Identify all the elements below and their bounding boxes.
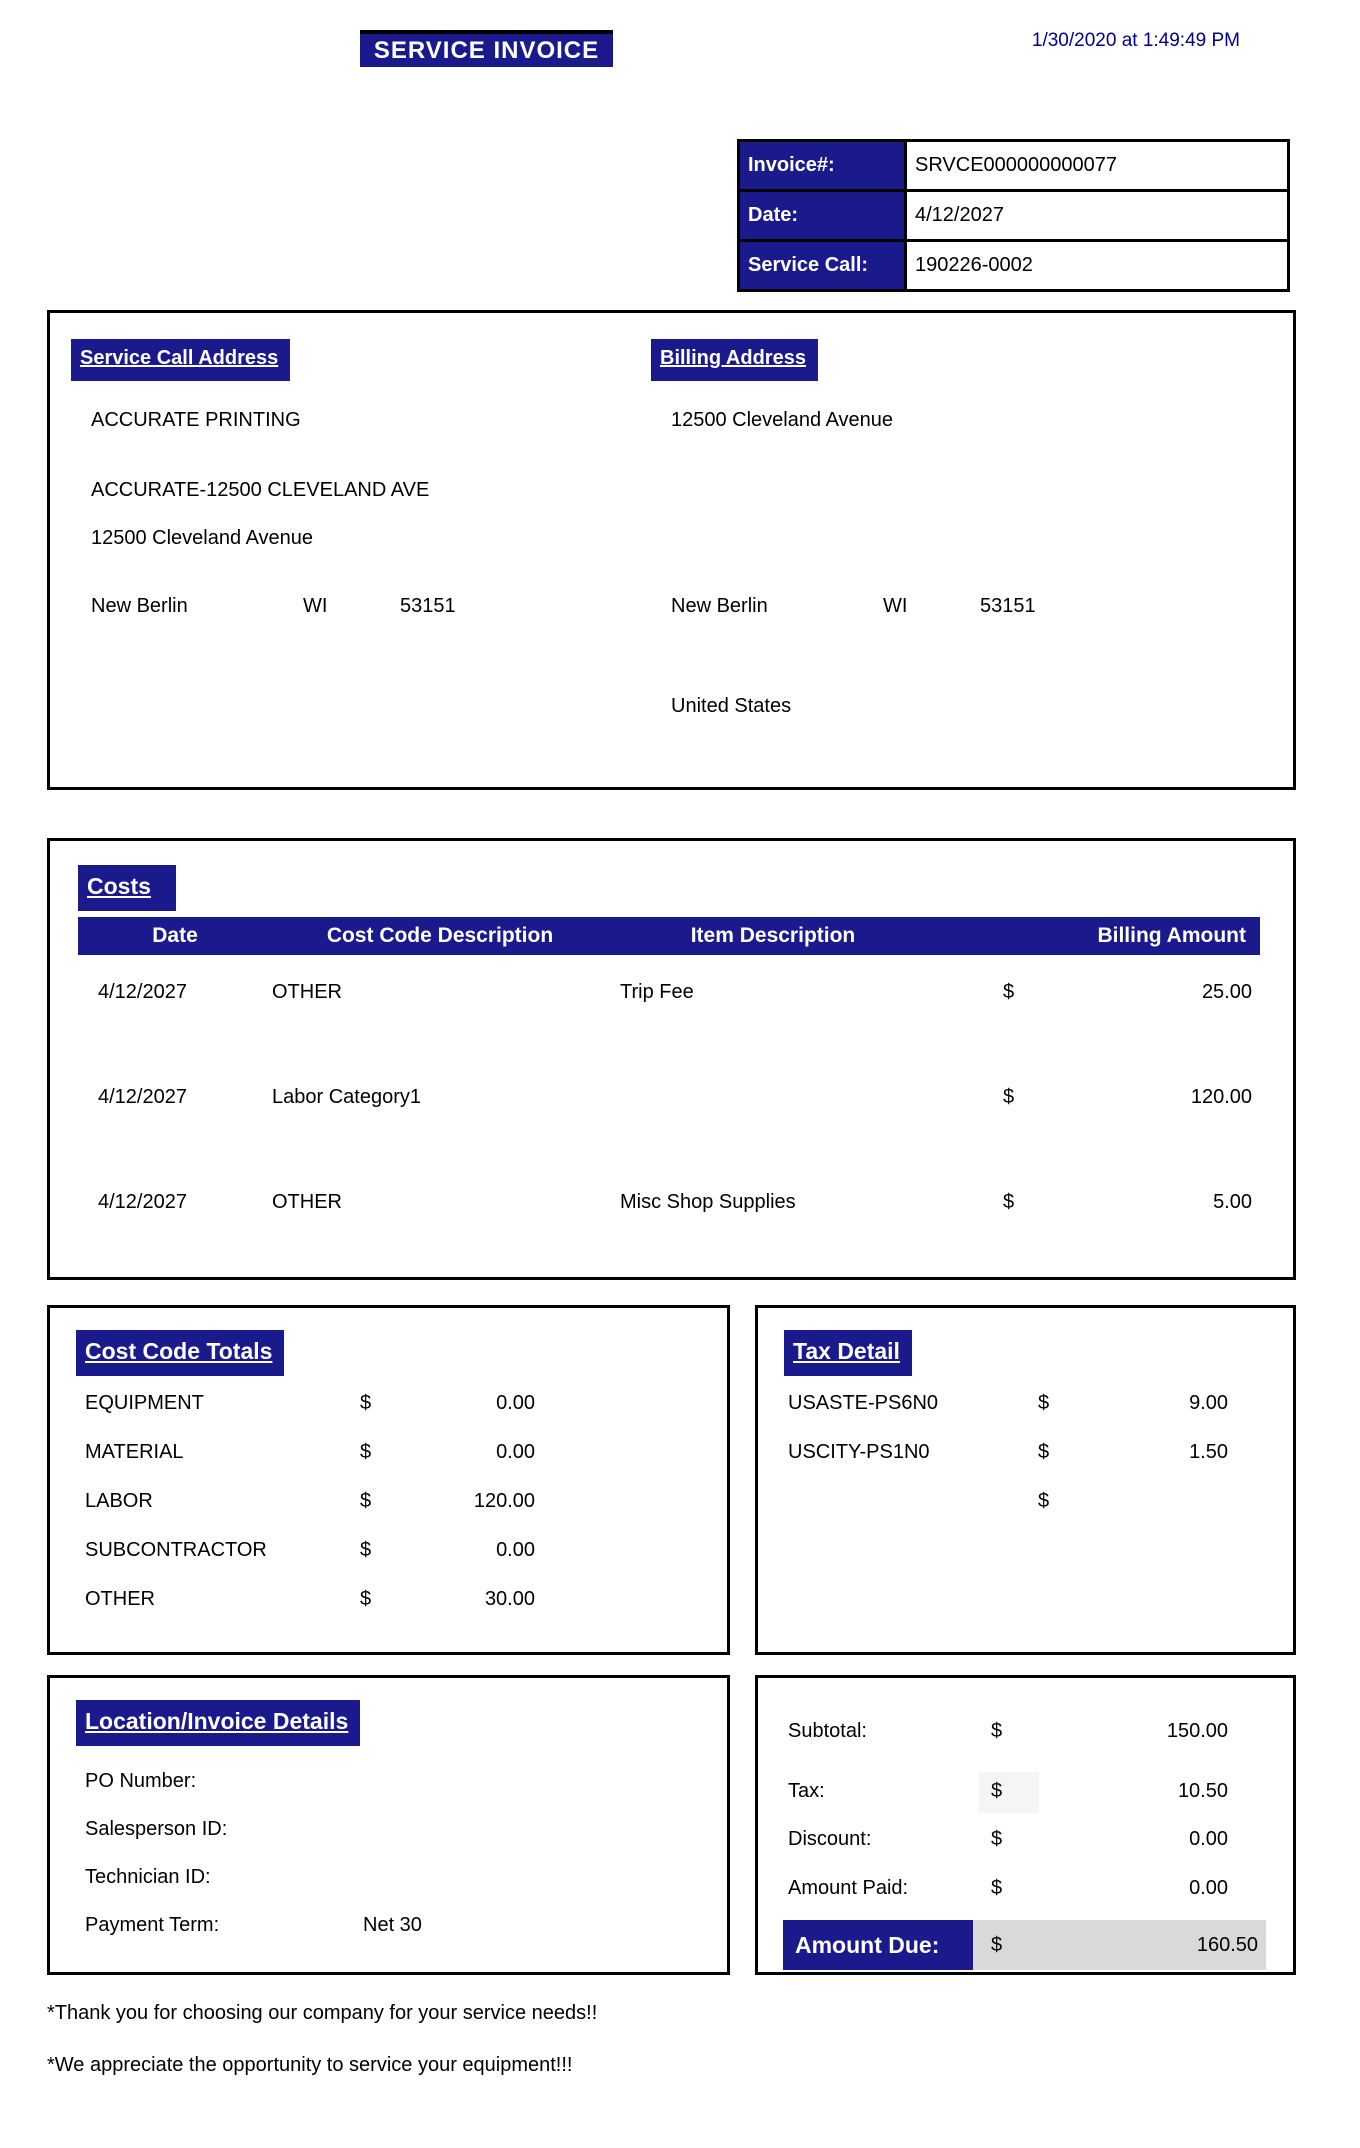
tax-code-label: USASTE-PS6N0 [788, 1392, 939, 1414]
table-row [788, 1877, 1228, 1900]
billing-state: WI [883, 595, 908, 617]
salesperson-id-value [363, 1818, 645, 1866]
table-row [739, 241, 1289, 291]
table-row [739, 191, 1289, 241]
cost-code-label: EQUIPMENT [85, 1392, 204, 1414]
currency-symbol: $ [1003, 1191, 1015, 1213]
po-number-value [363, 1770, 645, 1818]
costs-heading: Costs [78, 865, 176, 911]
billing-amount: 25.00 [1201, 981, 1252, 1003]
table-row [788, 1392, 1228, 1441]
cost-code-description: Labor Category1 [272, 1086, 421, 1108]
cost-code-label: MATERIAL [85, 1441, 184, 1463]
table-row [788, 1490, 1228, 1539]
currency-symbol: $ [1038, 1392, 1050, 1414]
billing-city-state-zip [671, 595, 1091, 618]
billing-city: New Berlin [671, 595, 768, 617]
discount-label: Discount: [788, 1828, 872, 1850]
tax-detail-heading: Tax Detail [784, 1330, 912, 1376]
table-row [788, 1441, 1228, 1490]
table-row [85, 1392, 535, 1441]
cost-code-label: LABOR [85, 1490, 153, 1512]
costs-section [47, 838, 1296, 1280]
tax-amount: 9.00 [1189, 1392, 1228, 1414]
po-number-label: PO Number: [85, 1770, 197, 1792]
table-row [85, 1441, 535, 1490]
footer-note-appreciation: *We appreciate the opportunity to service your equipment!!! [47, 2054, 573, 2076]
payment-term-value: Net 30 [363, 1914, 422, 1936]
table-row [85, 1770, 645, 1818]
billing-country: United States [671, 695, 792, 717]
table-row [788, 1720, 1228, 1743]
billing-address-heading: Billing Address [651, 339, 818, 381]
amount-paid-amount: 0.00 [1189, 1877, 1228, 1899]
cost-code-amount: 0.00 [496, 1392, 535, 1414]
tax-label: Tax: [788, 1780, 825, 1802]
payment-term-label: Payment Term: [85, 1914, 220, 1936]
invoice-info-table [737, 139, 1290, 292]
subtotal-label: Subtotal: [788, 1720, 867, 1742]
table-row [788, 1828, 1228, 1851]
cost-code-totals-rows [85, 1392, 535, 1637]
location-invoice-details-section [47, 1675, 730, 1975]
service-call-value: 190226-0002 [906, 241, 1289, 291]
table-row [85, 1914, 645, 1962]
cost-code-totals-heading: Cost Code Totals [76, 1330, 284, 1376]
cost-code-description: OTHER [272, 1191, 342, 1213]
service-call-label: Service Call: [739, 241, 906, 291]
cost-code-totals-section [47, 1305, 730, 1655]
page-title: SERVICE INVOICE [360, 30, 613, 67]
currency-symbol: $ [979, 1772, 1039, 1813]
tax-amount [1098, 1490, 1228, 1539]
technician-id-value [363, 1866, 645, 1914]
footer-note-thank-you: *Thank you for choosing our company for your service needs!! [47, 2002, 598, 2024]
costs-column-headers [78, 917, 1260, 955]
currency-symbol: $ [991, 1877, 1003, 1899]
billing-amount: 5.00 [1213, 1191, 1252, 1213]
location-invoice-details-heading: Location/Invoice Details [76, 1700, 360, 1746]
cost-code-amount: 30.00 [484, 1588, 535, 1610]
column-header-billing-amount: Billing Amount [1097, 924, 1246, 947]
cost-code-amount: 0.00 [496, 1441, 535, 1463]
service-call-location-name: ACCURATE-12500 CLEVELAND AVE [91, 479, 430, 501]
table-row [85, 1818, 645, 1866]
invoice-totals-section [755, 1675, 1296, 1975]
table-row [85, 1490, 535, 1539]
cost-item-description: Misc Shop Supplies [620, 1191, 796, 1213]
addresses-section [47, 310, 1296, 790]
table-row [85, 1588, 535, 1637]
service-call-state: WI [303, 595, 328, 617]
currency-symbol: $ [1003, 981, 1015, 1003]
totals-rows [788, 1720, 1228, 1900]
currency-symbol: $ [360, 1588, 372, 1610]
billing-amount: 120.00 [1190, 1086, 1252, 1108]
invoice-number-label: Invoice#: [739, 141, 906, 191]
amount-due-label: Amount Due: [783, 1920, 973, 1970]
currency-symbol: $ [1038, 1490, 1050, 1512]
table-row [739, 141, 1289, 191]
currency-symbol: $ [1038, 1441, 1050, 1463]
tax-total-amount: 10.50 [1177, 1780, 1228, 1802]
location-details-rows [85, 1770, 645, 1962]
subtotal-amount: 150.00 [1166, 1720, 1228, 1742]
cost-code-amount: 120.00 [473, 1490, 535, 1512]
tax-code-label [788, 1490, 1038, 1539]
table-row [78, 1086, 1260, 1109]
service-call-address-heading: Service Call Address [71, 339, 290, 381]
print-timestamp: 1/30/2020 at 1:49:49 PM [1031, 30, 1240, 51]
column-header-date: Date [152, 924, 198, 947]
service-call-customer-name: ACCURATE PRINTING [91, 409, 301, 431]
invoice-date-value: 4/12/2027 [906, 191, 1289, 241]
table-row [85, 1539, 535, 1588]
table-row [78, 981, 1260, 1004]
billing-zip: 53151 [980, 595, 1036, 617]
invoice-date-label: Date: [739, 191, 906, 241]
amount-paid-label: Amount Paid: [788, 1877, 909, 1899]
column-header-cost-code-description: Cost Code Description [326, 924, 554, 947]
table-row [788, 1780, 1228, 1803]
currency-symbol: $ [360, 1539, 372, 1561]
cost-item-description: Trip Fee [620, 981, 694, 1003]
amount-due-amount: 160.50 [1196, 1933, 1258, 1956]
cost-code-label: SUBCONTRACTOR [85, 1539, 267, 1561]
cost-date: 4/12/2027 [98, 1086, 187, 1108]
currency-symbol: $ [991, 1720, 1003, 1742]
table-row [85, 1866, 645, 1914]
currency-symbol: $ [360, 1392, 372, 1414]
cost-code-label: OTHER [85, 1588, 155, 1610]
currency-symbol: $ [1003, 1086, 1015, 1108]
service-call-zip: 53151 [400, 595, 456, 617]
cost-date: 4/12/2027 [98, 981, 187, 1003]
amount-due-value [973, 1920, 1266, 1970]
technician-id-label: Technician ID: [85, 1866, 211, 1888]
table-row [78, 1191, 1260, 1214]
amount-due-row [783, 1920, 1266, 1970]
salesperson-id-label: Salesperson ID: [85, 1818, 228, 1840]
cost-code-description: OTHER [272, 981, 342, 1003]
cost-code-amount: 0.00 [496, 1539, 535, 1561]
invoice-number-value: SRVCE000000000077 [906, 141, 1289, 191]
currency-symbol: $ [360, 1490, 372, 1512]
billing-street: 12500 Cleveland Avenue [671, 409, 894, 431]
tax-amount: 1.50 [1189, 1441, 1228, 1463]
service-call-city-state-zip [91, 595, 511, 618]
currency-symbol: $ [991, 1933, 1003, 1956]
discount-amount: 0.00 [1189, 1828, 1228, 1850]
tax-detail-section [755, 1305, 1296, 1655]
tax-code-label: USCITY-PS1N0 [788, 1441, 930, 1463]
currency-symbol: $ [991, 1828, 1003, 1850]
column-header-item-description: Item Description [690, 924, 856, 947]
cost-date: 4/12/2027 [98, 1191, 187, 1213]
service-call-city: New Berlin [91, 595, 188, 617]
currency-symbol: $ [360, 1441, 372, 1463]
cost-item-description [608, 1086, 938, 1109]
tax-detail-rows [788, 1392, 1228, 1539]
service-call-street: 12500 Cleveland Avenue [91, 527, 314, 549]
